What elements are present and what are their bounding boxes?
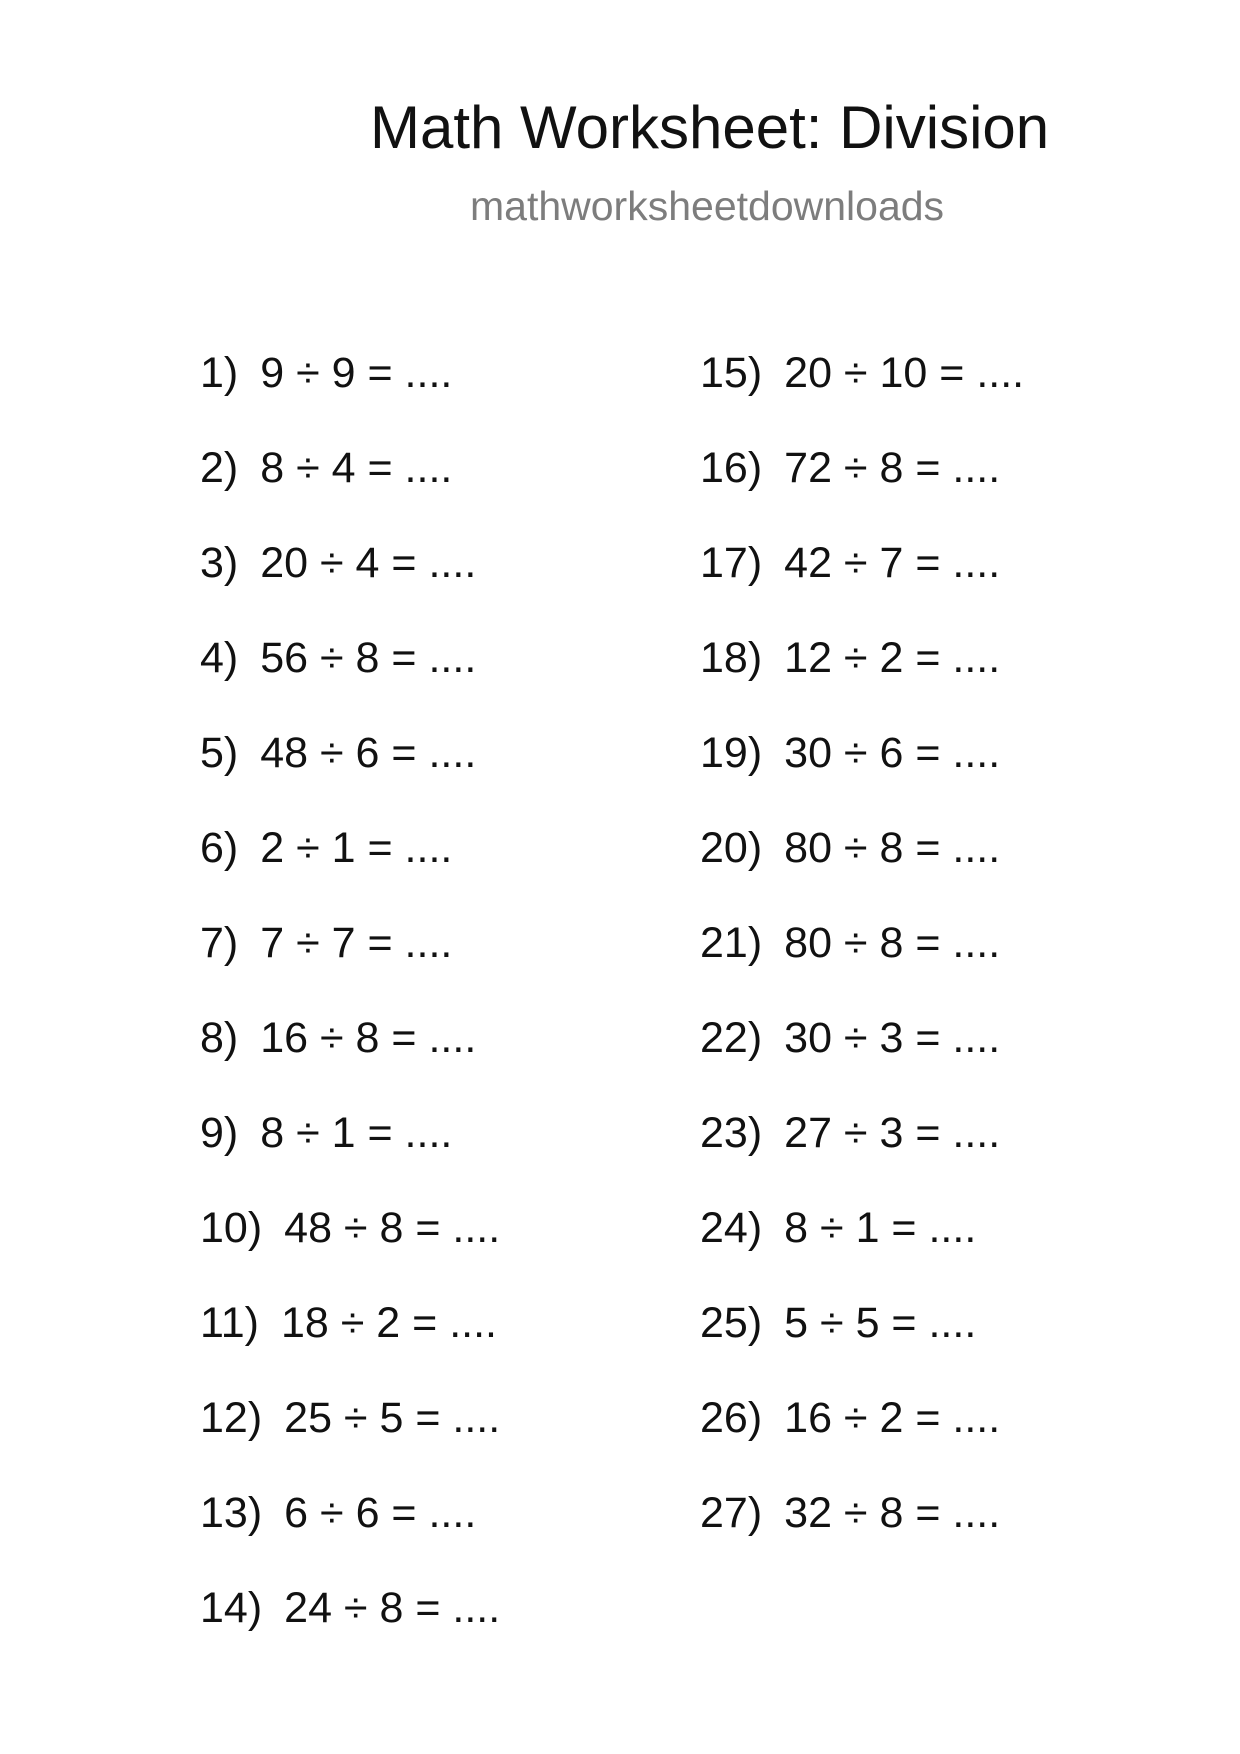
problem-number: 22) [700,1014,763,1062]
problem-number: 4) [200,634,239,682]
problem-item [200,1394,501,1492]
problem-expression: 8 ÷ 1 = .... [260,1109,453,1157]
problem-item [200,1299,500,1397]
problem-number: 7) [200,919,239,967]
problem-number: 6) [200,824,239,872]
problem-column-right [700,349,1025,1587]
problem-expression: 20 ÷ 4 = .... [260,539,477,587]
problem-item [700,349,1025,447]
problem-expression: 48 ÷ 6 = .... [260,729,477,777]
problem-number: 24) [700,1204,763,1252]
problem-expression: 16 ÷ 8 = .... [260,1014,477,1062]
problem-item [200,1204,501,1302]
problem-number: 18) [700,634,763,682]
problem-expression: 56 ÷ 8 = .... [260,634,477,682]
problem-number: 14) [200,1584,263,1632]
problem-item [700,824,1024,922]
problem-item [200,824,500,922]
problem-number: 12) [200,1394,263,1442]
problem-number: 5) [200,729,239,777]
problem-item [200,1584,501,1682]
problem-expression: 18 ÷ 2 = .... [280,1299,497,1347]
problem-expression: 80 ÷ 8 = .... [784,919,1001,967]
problem-number: 13) [200,1489,263,1537]
problem-item [700,444,1024,542]
worksheet-title: Math Worksheet: Division [370,94,1050,161]
problem-expression: 16 ÷ 2 = .... [784,1394,1001,1442]
problem-expression: 30 ÷ 6 = .... [784,729,1001,777]
problem-expression: 8 ÷ 4 = .... [260,444,453,492]
problem-expression: 30 ÷ 3 = .... [784,1014,1001,1062]
problem-number: 11) [200,1299,259,1347]
problem-expression: 7 ÷ 7 = .... [260,919,453,967]
problem-number: 25) [700,1299,763,1347]
problem-expression: 2 ÷ 1 = .... [260,824,453,872]
problem-expression: 80 ÷ 8 = .... [784,824,1001,872]
problem-item [200,444,500,542]
problem-item [700,1394,1024,1492]
problem-expression: 27 ÷ 3 = .... [784,1109,1001,1157]
problem-number: 1) [200,349,239,397]
problem-expression: 72 ÷ 8 = .... [784,444,1001,492]
problem-number: 23) [700,1109,763,1157]
problem-number: 3) [200,539,239,587]
problem-number: 19) [700,729,763,777]
problem-expression: 32 ÷ 8 = .... [784,1489,1001,1537]
problem-number: 8) [200,1014,239,1062]
problem-item [200,919,500,1017]
problem-expression: 8 ÷ 1 = .... [784,1204,977,1252]
problem-expression: 48 ÷ 8 = .... [284,1204,501,1252]
problem-number: 26) [700,1394,763,1442]
problem-item [700,539,1024,637]
problem-item [200,634,500,732]
problem-item [700,1299,1024,1397]
problem-number: 21) [700,919,763,967]
problem-expression: 6 ÷ 6 = .... [284,1489,477,1537]
problem-item [700,919,1024,1017]
problem-number: 27) [700,1489,763,1537]
problem-expression: 12 ÷ 2 = .... [784,634,1001,682]
problem-expression: 25 ÷ 5 = .... [284,1394,501,1442]
problem-item [700,1109,1024,1207]
problem-item [200,1109,500,1207]
problem-number: 2) [200,444,239,492]
problem-expression: 20 ÷ 10 = .... [784,349,1025,397]
problem-column-left [200,349,501,1682]
problem-number: 15) [700,349,763,397]
worksheet-subtitle: mathworksheetdownloads [470,183,945,229]
problem-item [700,1014,1024,1112]
problem-item [700,729,1024,827]
problem-item [700,1204,1024,1302]
problem-item [200,539,500,637]
problem-item [700,634,1024,732]
problem-number: 17) [700,539,763,587]
problem-expression: 24 ÷ 8 = .... [284,1584,501,1632]
problem-item [200,1014,500,1112]
problem-number: 9) [200,1109,239,1157]
problem-item [200,729,500,827]
problem-expression: 9 ÷ 9 = .... [260,349,453,397]
problem-item [200,349,500,447]
problem-number: 20) [700,824,763,872]
problem-item [700,1489,1024,1587]
problem-expression: 5 ÷ 5 = .... [784,1299,977,1347]
problem-item [200,1489,500,1587]
problem-expression: 42 ÷ 7 = .... [784,539,1001,587]
problem-number: 16) [700,444,763,492]
problem-number: 10) [200,1204,263,1252]
